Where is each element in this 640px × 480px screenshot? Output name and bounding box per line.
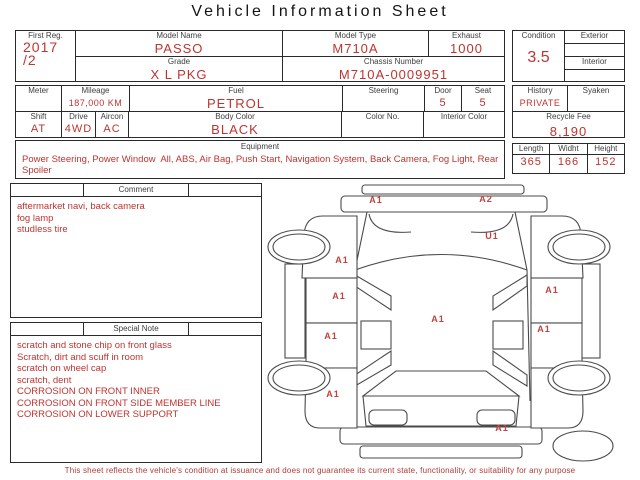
special-note-panel — [10, 322, 262, 463]
damage-mark-a1: A1 — [335, 255, 349, 265]
first-reg-cell — [16, 31, 76, 81]
damage-mark-u1: U1 — [485, 231, 499, 241]
width-label: Widht — [550, 144, 586, 155]
fuel-value: PETROL — [206, 96, 265, 111]
shift-value: AT — [30, 123, 47, 135]
history-label: History — [527, 86, 553, 95]
aircon-cell — [96, 112, 129, 137]
damage-mark-a1: A1 — [495, 423, 509, 433]
seat-cell — [462, 86, 504, 111]
exterior-value — [565, 44, 624, 57]
page-title: Vehicle Information Sheet — [191, 3, 449, 20]
special-note-lines — [11, 336, 261, 425]
body-color-value: BLACK — [211, 122, 259, 137]
note-line: scratch on wheel cap — [17, 363, 107, 374]
rear-left-wheel — [268, 361, 330, 395]
front-right-wheel — [548, 230, 610, 264]
comment-header — [11, 184, 261, 197]
body-color-cell — [129, 112, 342, 137]
drive-label: Drive — [69, 112, 88, 121]
exhaust-value: 1000 — [450, 41, 483, 56]
drive-cell — [62, 112, 96, 137]
history-cell — [513, 86, 568, 111]
history-value: PRIVATE — [519, 98, 561, 108]
exterior-label: Exterior — [565, 31, 624, 44]
note-line: scratch, dent — [17, 374, 72, 386]
comment-label: Comment — [83, 184, 189, 196]
seat-value: 5 — [479, 97, 487, 109]
condition-label: Condition — [521, 31, 556, 40]
history-table — [512, 85, 625, 138]
interior-color-label: Interior Color — [440, 112, 488, 121]
spec-table — [15, 85, 505, 138]
shift-cell — [16, 112, 62, 137]
door-label: Door — [434, 86, 452, 95]
damage-mark-a2: A2 — [479, 194, 493, 204]
door-value: 5 — [439, 97, 447, 109]
dimensions-table — [512, 143, 625, 174]
steering-label: Steering — [368, 86, 399, 95]
damage-mark-a1: A1 — [545, 285, 559, 295]
height-value: 152 — [595, 156, 617, 168]
left-side-panel-shape — [268, 216, 357, 428]
interior-value — [565, 70, 624, 81]
shift-label: Shift — [30, 112, 47, 121]
car-condition-diagram — [265, 183, 640, 468]
first-reg-year: 2017 — [23, 39, 59, 55]
fuel-cell — [130, 86, 343, 111]
grade-value: X L PKG — [150, 67, 208, 82]
width-value: 166 — [557, 156, 580, 168]
grade-cell — [76, 57, 283, 82]
damage-marks — [324, 194, 559, 433]
rear-bumper-shape — [340, 427, 542, 458]
model-name-cell — [76, 31, 283, 56]
model-type-label: Model Type — [334, 31, 377, 40]
drive-value: 4WD — [64, 123, 93, 135]
model-type-value: M710A — [332, 41, 379, 56]
recycle-fee-cell — [513, 112, 624, 137]
first-reg-label: First Reg. — [28, 31, 63, 40]
recycle-fee-label: Recycle Fee — [546, 112, 591, 121]
note-line: aftermarket navi, back camera — [17, 201, 145, 212]
note-line: fog lamp — [17, 212, 54, 224]
note-line: CORROSION ON LOWER SUPPORT — [17, 409, 179, 420]
disclaimer-text: This sheet reflects the vehicle's condition at issuance and does not guarantee its current state, functionality, or suitability for any purpose — [64, 466, 576, 475]
model-name-value: PASSO — [154, 41, 204, 56]
note-line: Scratch, dirt and scuff in room — [17, 351, 144, 363]
model-type-cell — [283, 31, 429, 56]
rear-right-wheel — [548, 361, 610, 395]
condition-table — [512, 30, 625, 82]
meter-label: Meter — [28, 86, 49, 95]
condition-value: 3.5 — [527, 49, 550, 66]
height-label: Height — [588, 144, 624, 155]
damage-mark-a1: A1 — [326, 389, 340, 399]
condition-cell — [513, 31, 565, 81]
recycle-fee-value: 8,190 — [549, 124, 588, 137]
exhaust-label: Exhaust — [452, 31, 481, 40]
interior-color-cell — [424, 112, 504, 137]
note-line: CORROSION ON FRONT SIDE MEMBER LINE — [17, 397, 221, 409]
special-note-header — [11, 323, 261, 336]
steering-cell — [343, 86, 425, 111]
chassis-number-cell — [283, 57, 504, 82]
interior-label: Interior — [565, 57, 624, 70]
damage-mark-a1: A1 — [431, 314, 445, 324]
chassis-number-value: M710A-0009951 — [338, 67, 449, 82]
door-cell — [425, 86, 462, 111]
height-cell — [588, 144, 624, 173]
vehicle-id-table — [15, 30, 505, 82]
width-cell — [550, 144, 587, 173]
note-line: CORROSION ON FRONT INNER — [17, 386, 160, 397]
aircon-label: Aircon — [100, 112, 124, 121]
front-left-wheel — [268, 230, 330, 264]
body-color-label: Body Color — [215, 112, 255, 121]
length-value: 365 — [520, 156, 542, 168]
special-note-label: Special Note — [83, 323, 189, 335]
mileage-value: 187,000 KM — [68, 98, 123, 108]
damage-mark-a1: A1 — [537, 324, 551, 334]
note-line: studless tire — [17, 224, 68, 235]
equipment-box — [15, 140, 505, 179]
damage-mark-a1: A1 — [369, 195, 383, 205]
syaken-cell — [568, 86, 624, 111]
seat-label: Seat — [474, 86, 492, 95]
equipment-label: Equipment — [240, 142, 280, 151]
model-name-label: Model Name — [156, 31, 202, 40]
right-side-panel-shape — [531, 216, 610, 428]
exhaust-cell — [429, 31, 504, 56]
mileage-label: Mileage — [81, 86, 110, 95]
aircon-value: AC — [103, 123, 121, 135]
note-line: scratch and stone chip on front glass — [17, 340, 172, 351]
comment-lines — [11, 197, 261, 240]
damage-mark-a1: A1 — [332, 291, 346, 301]
equipment-value: Power Steering, Power Window All, ABS, Air Bag, Push Start, Navigation System, Back Camera, Fog Light, Rear Spoiler — [22, 154, 501, 176]
length-cell — [513, 144, 550, 173]
length-label: Length — [513, 144, 549, 155]
damage-mark-a1: A1 — [324, 331, 338, 341]
color-no-cell — [342, 112, 424, 137]
spare-tire — [553, 431, 613, 461]
color-no-label: Color No. — [365, 112, 400, 121]
mileage-cell — [62, 86, 130, 111]
first-reg-month: /2 — [23, 52, 37, 68]
chassis-number-label: Chassis Number — [363, 57, 424, 66]
meter-cell — [16, 86, 62, 111]
comment-panel — [10, 183, 262, 318]
fuel-label: Fuel — [228, 86, 244, 95]
grade-label: Grade — [167, 57, 191, 66]
syaken-label: Syaken — [582, 86, 610, 95]
